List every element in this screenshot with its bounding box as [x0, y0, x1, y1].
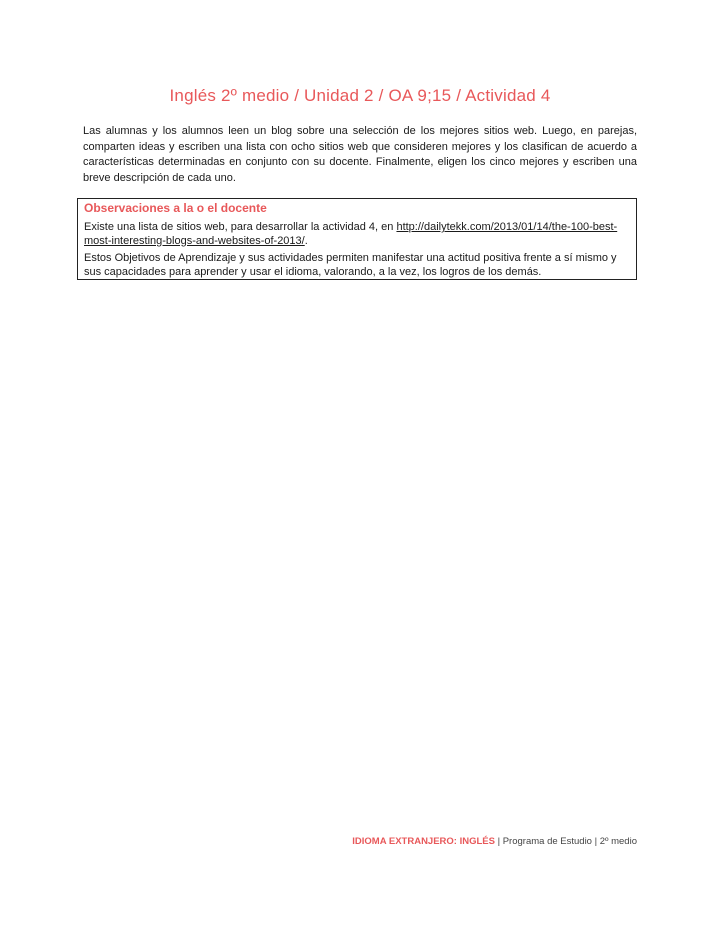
observations-paragraph-2: Estos Objetivos de Aprendizaje y sus actividades permiten manifestar una actitud positiva frente a sí mismo y sus capacidades para aprender y usar el idioma, valorando, a la vez, los logros de los demás.: [84, 252, 617, 278]
observations-paragraph-1-text: Existe una lista de sitios web, para desarrollar la actividad 4, en: [84, 221, 394, 233]
footer-separator-1: |: [494, 836, 503, 847]
observations-heading: Observaciones a la o el docente: [84, 201, 267, 215]
websites-list-link[interactable]: http://dailytekk.com/2013/01/14/the-100-best-most-interesting-blogs-and-websites-of-2013/: [84, 221, 618, 247]
observations-paragraph-1-end: .: [304, 234, 308, 247]
observations-paragraph-1: [84, 221, 630, 248]
teacher-observations-box: [77, 198, 637, 280]
page-title: Inglés 2º medio / Unidad 2 / OA 9;15 / Actividad 4: [169, 86, 551, 105]
footer-subject: IDIOMA EXTRANJERO: INGLÉS: [352, 836, 495, 847]
activity-description: Las alumnas y los alumnos leen un blog sobre una selección de los mejores sitios web. Luego, en parejas, comparten ideas y escriben una lista con ocho sitios web que consideren mejores y los clasifican de acuerdo a características determinadas en conjunto con su docente. Finalmente, eligen los cinco mejores y escriben una breve descripción de cada uno.: [83, 125, 637, 184]
footer-separator-2: |: [591, 836, 600, 847]
page-footer: [352, 836, 637, 847]
footer-grade: 2º medio: [599, 836, 637, 847]
footer-program: Programa de Estudio: [502, 836, 592, 847]
